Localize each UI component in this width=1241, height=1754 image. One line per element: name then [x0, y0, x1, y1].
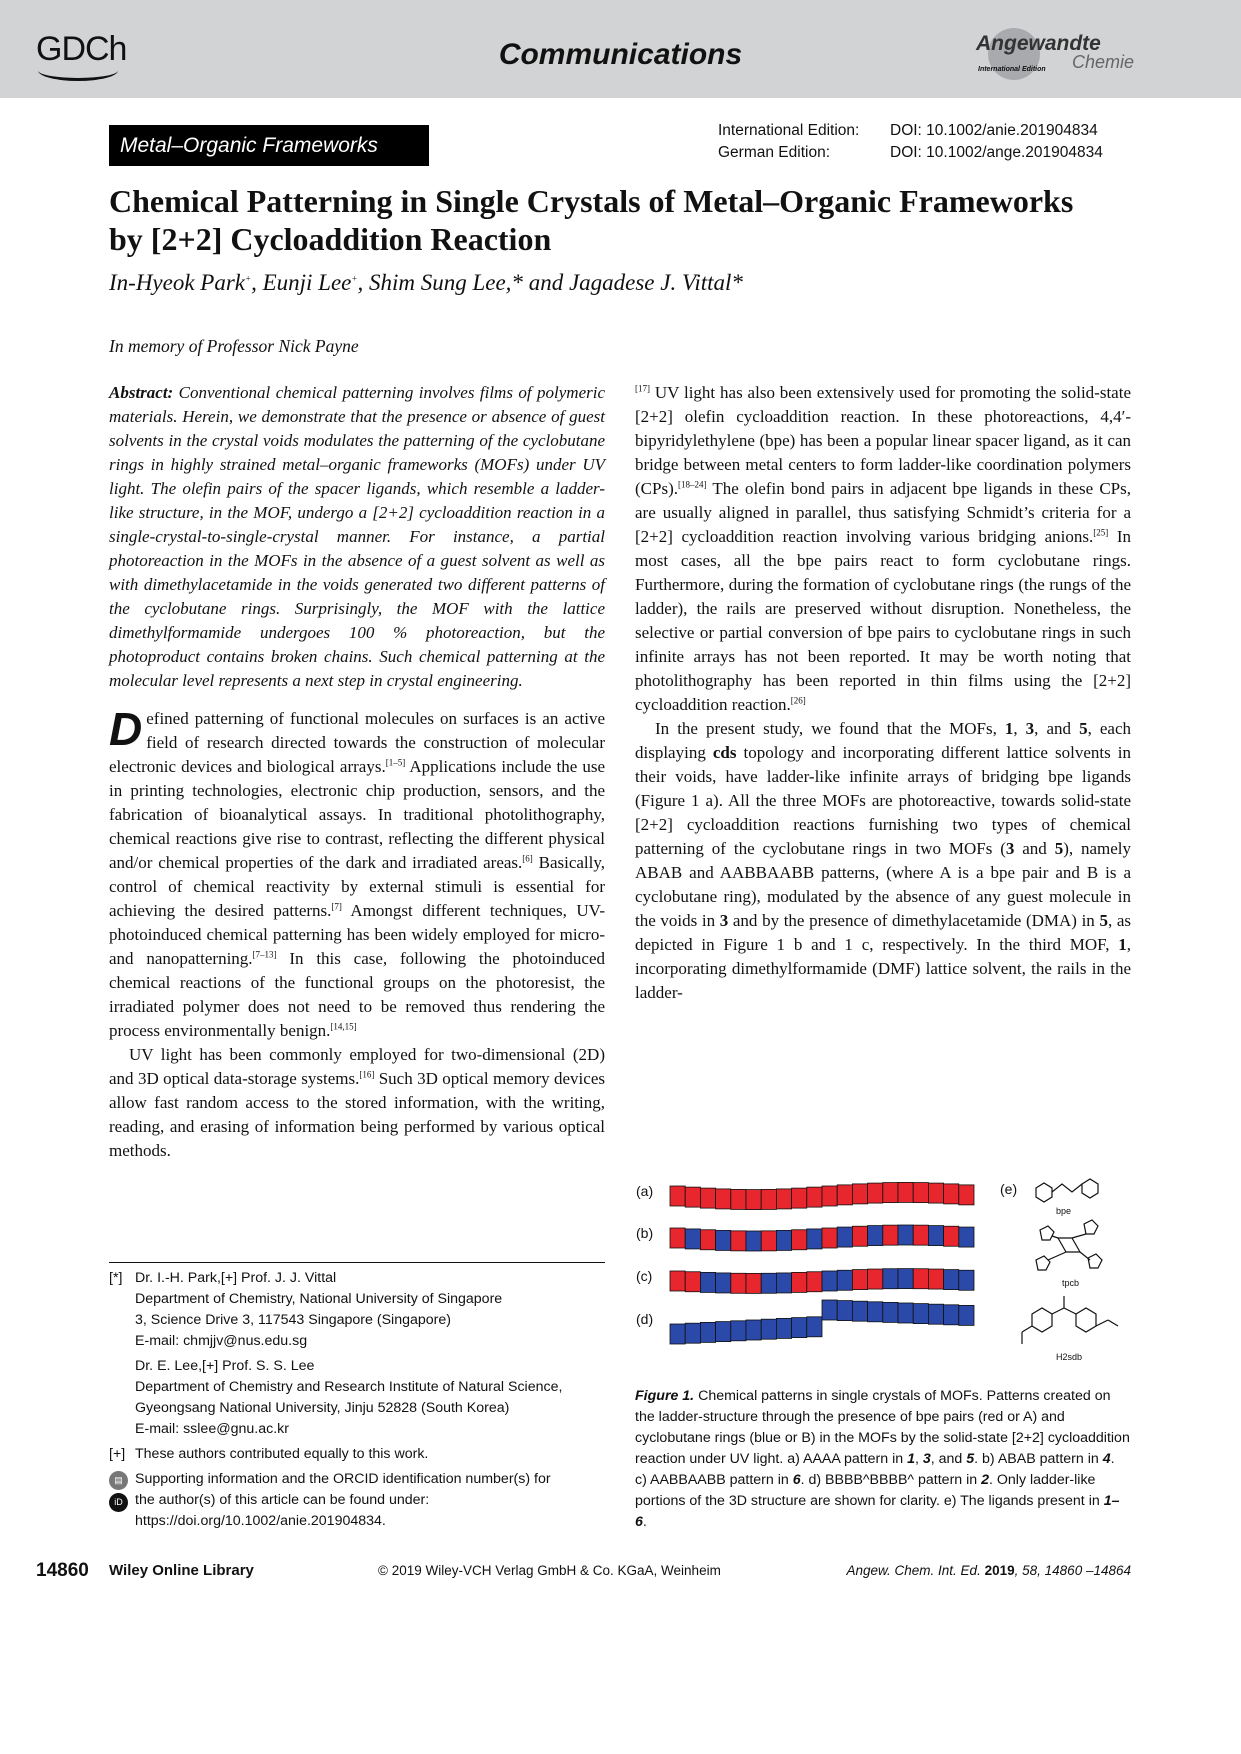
compound-number: 3 [719, 911, 729, 930]
title-line-1: Chemical Patterning in Single Crystals of Metal–Organic Frameworks [109, 183, 1074, 219]
ligand-label-tpcb: tpcb [1062, 1278, 1080, 1288]
title-line-2: by [2+2] Cycloaddition Reaction [109, 221, 552, 257]
author-2: Eunji Lee [262, 270, 352, 295]
ladder-unit-bpe-pair [716, 1189, 731, 1209]
ladder-unit-bpe-pair [807, 1272, 822, 1292]
ladder-unit-bpe-pair [822, 1186, 837, 1206]
ladder-unit-bpe-pair [700, 1188, 715, 1208]
ladder-unit-bpe-pair [792, 1188, 807, 1208]
author-1: In-Hyeok Park [109, 270, 246, 295]
abstract [109, 381, 605, 693]
ladder-unit-cyclobutane [716, 1230, 731, 1250]
ladder-unit-bpe-pair [670, 1186, 685, 1206]
text: , and [1034, 719, 1080, 738]
ref-link[interactable]: [1–5] [385, 757, 406, 768]
journal-logo-edition: International Edition [978, 66, 1046, 73]
ladder-unit-bpe-pair [731, 1231, 746, 1251]
ladder-unit-bpe-pair [700, 1230, 715, 1250]
ladder-unit-cyclobutane [852, 1301, 867, 1321]
ref-link[interactable]: [25] [1093, 527, 1109, 538]
ladder-unit-cyclobutane [913, 1304, 928, 1324]
topology-term: cds [712, 743, 737, 762]
doi-german-value[interactable]: DOI: 10.1002/ange.201904834 [890, 144, 1103, 161]
left-column [109, 381, 605, 1163]
ladder-unit-cyclobutane [837, 1227, 852, 1247]
ladder-unit-bpe-pair [731, 1273, 746, 1293]
supporting-info-link[interactable]: https://doi.org/10.1002/anie.201904834. [135, 1513, 386, 1529]
ladder-unit-cyclobutane [700, 1272, 715, 1292]
ladder-unit-cyclobutane [670, 1324, 685, 1344]
email-link[interactable]: E-mail: sslee@gnu.ac.kr [135, 1421, 289, 1437]
ladder-unit-bpe-pair [883, 1225, 898, 1245]
ladder-unit-bpe-pair [883, 1183, 898, 1203]
ladder-unit-bpe-pair [868, 1269, 883, 1289]
doi-german-label: German Edition: [718, 144, 830, 161]
ref-link[interactable]: [7] [331, 901, 342, 912]
footnote-affiliation-1: [*] Dr. I.-H. Park,[+] Prof. J. J. Vittal Department of Chemistry, National University of Singapore 3, Science Drive 3, 117543 Singapore (Singapore) E-mail: chmjjv@nus.edu.sg [109, 1268, 609, 1352]
ladder-unit-cyclobutane [822, 1300, 837, 1320]
text: In the present study, we found that the MOFs, [655, 719, 1005, 738]
ladder-unit-bpe-pair [913, 1269, 928, 1289]
ladder-unit-cyclobutane [837, 1270, 852, 1290]
ligand-label-bpe: bpe [1056, 1206, 1072, 1216]
journal-logo-main: Angewandte [976, 32, 1101, 55]
figure-1 [632, 1164, 1132, 1392]
ladder-unit-cyclobutane [776, 1318, 791, 1338]
ligand-label-h2sdb: H2sdb [1056, 1352, 1083, 1362]
text: topology and incorporating different lattice solvents in their voids, have ladder-like infinite arrays of bridging bpe ligands (Figure 1 a). All the three MOFs are photoreactive, towards solid-state [2+2] cycloaddition reactions furnishing two types of chemical patterning of the cyclobutane rings in two MOFs ( [635, 743, 1131, 858]
supporting-info-icon: ▤ [109, 1471, 128, 1490]
text: , [1087, 719, 1100, 738]
abstract-label: Abstract: [109, 383, 174, 402]
ladder-unit-bpe-pair [944, 1184, 959, 1204]
ladder-unit-cyclobutane [776, 1230, 791, 1250]
footnote-rule [109, 1262, 605, 1263]
ladder-unit-bpe-pair [746, 1190, 761, 1210]
email-link[interactable]: E-mail: chmjjv@nus.edu.sg [135, 1333, 308, 1349]
ref-link[interactable]: [26] [790, 695, 806, 706]
ladder-unit-cyclobutane [944, 1305, 959, 1325]
compound-number: 3 [1005, 839, 1015, 858]
section-title: Communications [498, 38, 743, 71]
text: The olefin bond pairs in adjacent bpe ligands in these CPs, are usually aligned in parallel, thus satisfying Schmidt’s criteria for a [2+2] cycloaddition reaction involving various bridging anions. [635, 479, 1131, 546]
figure-label-c: (c) [636, 1268, 653, 1284]
ladder-unit-bpe-pair [898, 1182, 913, 1202]
ladder-unit-cyclobutane [761, 1319, 776, 1339]
text: In most cases, all the bpe pairs react to form cyclobutane rings. Furthermore, during the formation of cyclobutane rings (the rungs of the ladder), the rails are preserved without disruption. Nonetheless, the selective or partial conversion of bpe pairs to cyclobutane rings in such infinite arrays has not been reported. It may be worth noting that photolithography has been reported in thin films using the [2+2] cycloaddition reaction. [635, 527, 1131, 714]
category-tag: Metal–Organic Frameworks [109, 125, 429, 166]
text: , incorporating dimethylformamide (DMF) lattice solvent, the rails in the ladder- [635, 935, 1131, 1002]
abstract-text: Conventional chemical patterning involves films of polymeric materials. Herein, we demonstrate that the presence or absence of guest solvents in the crystal voids modulates the patterning of the cyclobutane rings in highly strained metal–organic frameworks (MOFs) under UV light. The olefin pairs of the spacer ligands, which resemble a ladder-like structure, in the MOF, undergo a [2+2] cycloaddition reaction in a single-crystal-to-single-crystal manner. For instance, a partial photoreaction in the MOFs in the absence of a guest solvent as well as with dimethylacetamide in the voids generated two different patterns of the cyclobutane rings. Surprisingly, the MOF with the lattice dimethylformamide undergoes 100 % photoreaction, but the photoproduct contains broken chains. Such chemical patterning at the molecular level represents a next step in crystal engineering. [109, 383, 606, 690]
ladder-unit-cyclobutane [792, 1318, 807, 1338]
ladder-unit-bpe-pair [792, 1272, 807, 1292]
footnote-affiliation-2: Dr. E. Lee,[+] Prof. S. S. Lee Department of Chemistry and Research Institute of Natural Science, Gyeongsang National University, Jinju 52828 (South Korea) E-mail: sslee@gnu.ac.kr [109, 1356, 609, 1440]
figure-label-b: (b) [636, 1225, 654, 1241]
copyright: © 2019 Wiley-VCH Verlag GmbH & Co. KGaA, Weinheim [378, 1563, 721, 1578]
figure-label-a: (a) [636, 1183, 654, 1199]
text: , [1013, 719, 1026, 738]
gdch-logo: GDCh [36, 30, 127, 68]
ladder-unit-cyclobutane [716, 1273, 731, 1293]
ladder-unit-bpe-pair [822, 1228, 837, 1248]
ladder-unit-cyclobutane [822, 1271, 837, 1291]
text: and [1014, 839, 1055, 858]
ladder-unit-cyclobutane [746, 1231, 761, 1251]
ladder-unit-bpe-pair [776, 1189, 791, 1209]
ladder-unit-bpe-pair [761, 1189, 776, 1209]
compound-number: 5 [1079, 719, 1088, 738]
ladder-unit-cyclobutane [685, 1323, 700, 1343]
ladder-unit-bpe-pair [852, 1270, 867, 1290]
ref-link[interactable]: [17] [635, 383, 650, 394]
text: UV light has also been extensively used for promoting the solid-state [2+2] olefin cycloaddition reaction. In these photoreactions, 4,4′-bipyridylethylene (bpe) has been a popular linear spacer ligand, as it can bridge between metal centers to form ladder-like coordination polymers (CPs). [635, 383, 1131, 498]
ladder-unit-cyclobutane [928, 1304, 943, 1324]
ladder-unit-bpe-pair [868, 1183, 883, 1203]
ladder-unit-cyclobutane [944, 1270, 959, 1290]
orcid-icon: iD [109, 1493, 128, 1512]
journal-logo [976, 28, 1135, 80]
ligand-structures [1022, 1179, 1118, 1344]
compound-number: 1 [1004, 719, 1014, 738]
doi-block [718, 120, 1103, 164]
wiley-online-library[interactable]: Wiley Online Library [109, 1562, 254, 1579]
doi-intl-value[interactable]: DOI: 10.1002/anie.201904834 [890, 122, 1098, 139]
ladder-unit-cyclobutane [868, 1226, 883, 1246]
text: ), namely ABAB and AABBAABB patterns, (where A is a bpe pair and B is a cyclobutane ring), modulated by the absence of any guest molecule in the voids in [635, 839, 1132, 930]
ladder-unit-bpe-pair [837, 1185, 852, 1205]
dedication: In memory of Professor Nick Payne [109, 336, 359, 356]
ladder-unit-bpe-pair [928, 1183, 943, 1203]
ladder-unit-cyclobutane [883, 1269, 898, 1289]
ref-link[interactable]: [16] [359, 1069, 375, 1080]
article-title [109, 182, 1139, 258]
figure-label-d: (d) [636, 1311, 654, 1327]
ladder-unit-bpe-pair [959, 1185, 974, 1205]
footnote-supporting-info: ▤ iD Supporting information and the ORCID identification number(s) for the author(s) of this article can be found under: https://doi.org/10.1002/anie.201904834. [109, 1469, 609, 1532]
figure-label-e: (e) [1000, 1181, 1018, 1197]
ladder-unit-cyclobutane [868, 1302, 883, 1322]
ladder-unit-cyclobutane [807, 1317, 822, 1337]
ladder-unit-bpe-pair [670, 1228, 685, 1248]
ladder-unit-bpe-pair [944, 1226, 959, 1246]
ladder-unit-cyclobutane [959, 1305, 974, 1325]
ladder-unit-bpe-pair [852, 1184, 867, 1204]
author-4: Jagadese J. Vittal* [568, 270, 743, 295]
ladder-unit-cyclobutane [731, 1321, 746, 1341]
h2sdb-structure [1022, 1296, 1118, 1344]
ladder-unit-bpe-pair [928, 1269, 943, 1289]
ladder-unit-cyclobutane [685, 1229, 700, 1249]
ladder-unit-bpe-pair [852, 1226, 867, 1246]
ref-link[interactable]: [7–13] [252, 949, 277, 960]
compound-number: 1 [1118, 935, 1127, 954]
ladder-unit-cyclobutane [959, 1227, 974, 1247]
ladder-unit-cyclobutane [807, 1229, 822, 1249]
body-paragraph-3 [635, 717, 1131, 1005]
compound-number: 5 [1054, 839, 1064, 858]
text: each displaying [635, 719, 1131, 762]
ladder-unit-cyclobutane [898, 1269, 913, 1289]
authors: In-Hyeok Park+, Eunji Lee+, Shim Sung Lee,* and Jagadese J. Vittal* [109, 270, 743, 295]
compound-number: 3 [1025, 719, 1035, 738]
drop-cap: D [109, 703, 143, 755]
body-paragraph-2a: UV light has been commonly employed for two-dimensional (2D) and 3D optical data-storage systems.[16] Such 3D optical memory devices allow fast random access to the stored information, with the writing, reading, and erasing of information being performed by various optical methods. [109, 1045, 605, 1160]
compound-number: 5 [1099, 911, 1108, 930]
ref-link[interactable]: [14,15] [330, 1021, 357, 1032]
ladder-unit-bpe-pair [685, 1272, 700, 1292]
ladder-unit-cyclobutane [700, 1322, 715, 1342]
figure-caption: Figure 1. Chemical patterns in single crystals of MOFs. Patterns created on the ladder-structure through the presence of bpe pairs (red or A) and cyclobutane rings (blue or B) in the MOFs by the solid-state [2+2] cycloaddition reaction under UV light. a) AAAA pattern in 1, 3, and 5. b) ABAB pattern in 4. c) AABBAABB pattern in 6. d) BBBB^BBBB^ pattern in 2. Only ladder-like portions of the 3D structure are shown for clarity. e) The ligands present in 1–6. [635, 1388, 1130, 1530]
ladder-unit-cyclobutane [959, 1270, 974, 1290]
ladder-unit-cyclobutane [761, 1273, 776, 1293]
journal-logo-sub: Chemie [1072, 52, 1135, 72]
ladder-unit-bpe-pair [670, 1271, 685, 1291]
ladder-unit-bpe-pair [807, 1187, 822, 1207]
ladder-unit-bpe-pair [731, 1189, 746, 1209]
page-number: 14860 [36, 1560, 89, 1581]
body-paragraph-2b [635, 381, 1131, 717]
ladder-unit-cyclobutane [776, 1273, 791, 1293]
ladder-unit-cyclobutane [898, 1225, 913, 1245]
ladder-unit-cyclobutane [837, 1301, 852, 1321]
footnote-equal-contribution: [+] These authors contributed equally to this work. [109, 1446, 429, 1462]
author-3: Shim Sung Lee,* [368, 270, 523, 295]
ladder-unit-bpe-pair [761, 1231, 776, 1251]
bpe-structure [1036, 1179, 1098, 1202]
tpcb-structure [1036, 1220, 1102, 1270]
ladder-unit-cyclobutane [746, 1320, 761, 1340]
ladder-unit-cyclobutane [716, 1322, 731, 1342]
ladder-unit-bpe-pair [913, 1183, 928, 1203]
ladder-unit-cyclobutane [928, 1226, 943, 1246]
ladder-patterns [670, 1182, 974, 1344]
ladder-unit-bpe-pair [746, 1273, 761, 1293]
right-column [635, 381, 1131, 1005]
ladder-unit-cyclobutane [883, 1302, 898, 1322]
text: and by the presence of dimethylacetamide (DMA) in [728, 911, 1100, 930]
ladder-unit-bpe-pair [913, 1225, 928, 1245]
caption-label: Figure 1. [635, 1388, 695, 1404]
doi-intl-label: International Edition: [718, 122, 860, 139]
ref-link[interactable]: [6] [522, 853, 533, 864]
ladder-unit-cyclobutane [898, 1303, 913, 1323]
ladder-unit-bpe-pair [685, 1187, 700, 1207]
text: , as depicted in Figure 1 b and 1 c, respectively. In the third MOF, [635, 911, 1131, 954]
footnotes [109, 1268, 609, 1532]
body-paragraph-1: Defined patterning of functional molecules on surfaces is an active field of research directed towards the construction of molecular electronic devices and biological arrays.[1–5] Applications include the use in printing technologies, electronic chip production, sensors, and the fabrication of bioanalytical assays. In traditional photolithography, chemical reactions give rise to contrast, reflecting the different physical and/or chemical properties of the dark and irradiated areas.[6] Basically, control of chemical reactivity by external stimuli is essential for achieving the desired patterns.[7] Amongst different techniques, UV-photoinduced chemical patterning has been widely employed for micro- and nanopatterning.[7–13] In this case, following the photoinduced chemical reactions of the functional groups on the photoresist, the irradiated polymer does not need to be removed thus rendering the process environmentally benign.[14,15] [109, 703, 606, 1040]
ref-link[interactable]: [18–24] [677, 479, 707, 490]
citation: Angew. Chem. Int. Ed. 2019, 58, 14860 –14864 [846, 1563, 1131, 1578]
ladder-unit-bpe-pair [792, 1230, 807, 1250]
